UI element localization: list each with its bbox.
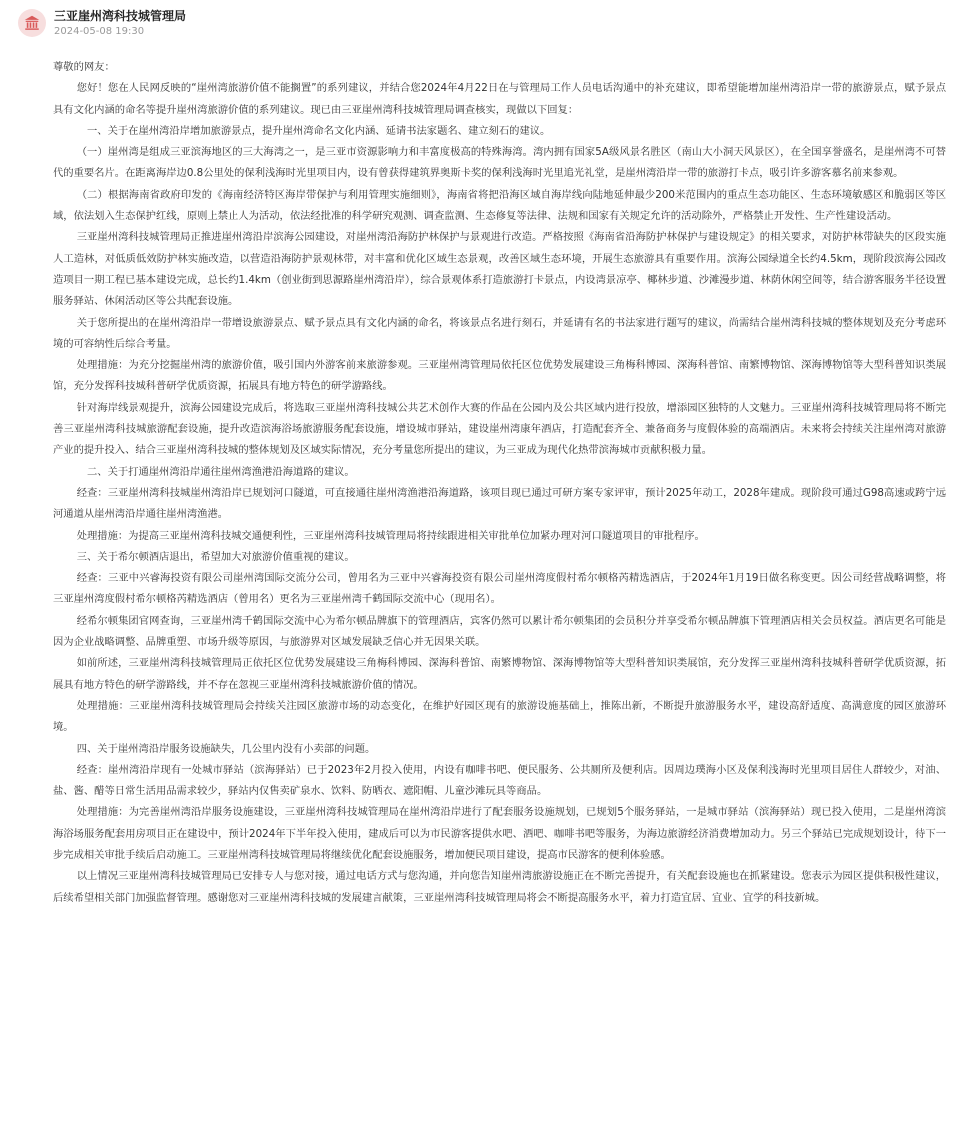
government-building-icon bbox=[23, 14, 41, 32]
reply-paragraph: 处理措施：为提高三亚崖州湾科技城交通便利性，三亚崖州湾科技城管理局将持续跟进相关审批单位加紧办理对河口隧道项目的审批程序。 bbox=[76, 529, 705, 542]
post-header bbox=[18, 8, 186, 44]
reply-paragraph: 经查：崖州湾沿岸现有一处城市驿站（滨海驿站）已于2023年2月投入使用，内设有咖啡书吧、便民服务、公共厕所及便利店。因周边璞海小区及保利浅海时光里项目居住人群较少，对油、盐、酱、醋等日常生活用品需求较少，驿站内仅售卖矿泉水、饮料、防晒衣、遮阳帽、儿童沙滩玩具等商品。 bbox=[53, 763, 946, 798]
reply-paragraph: 针对海岸线景观提升，滨海公园建设完成后，将选取三亚崖州湾科技城公共艺术创作大赛的作品在公园内及公共区域内进行投放，增添园区独特的人文魅力。三亚崖州湾科技城管理局将不断完善三亚崖州湾科技城旅游配套设施，提升改造滨海浴场旅游服务配套设施，增设城市驿站，建设崖州湾康年酒店，打造配套齐全、兼备商务与度假体验的高端酒店。未来将会持续关注崖州湾对旅游产业的提升投入、结合三亚崖州湾科技城的整体规划及区域实际情况，充分考量您所提出的建议，为三亚成为现代化热带滨海城市贡献积极力量。 bbox=[53, 401, 946, 457]
reply-paragraph: （一）崖州湾是组成三亚滨海地区的三大海湾之一，是三亚市资源影响力和丰富度极高的特殊海湾。湾内拥有国家5A级风景名胜区（南山大小洞天风景区），在全国享誉盛名，是崖州湾不可替代的重要名片。在距离海岸边0.8公里处的保利浅海时光里项目内，设有曾获得建筑界奥斯卡奖的保利浅海时光里追光礼堂，是崖州湾沿岸一带的旅游打卡点，吸引许多游客慕名前来参观。 bbox=[53, 146, 946, 180]
reply-paragraph: 关于您所提出的在崖州湾沿岸一带增设旅游景点、赋予景点具有文化内涵的命名，将该景点名进行刻石，并延请有名的书法家进行题写的建议，尚需结合崖州湾科技城的整体规划及充分考虑环境的可容纳性后综合考量。 bbox=[53, 316, 946, 350]
reply-paragraph: 如前所述，三亚崖州湾科技城管理局正依托区位优势发展建设三角梅科博园、深海科普馆、南繁博物馆、深海博物馆等大型科普知识类展馆，充分发挥三亚崖州湾科技城科普研学优质资源，拓展具有地方特色的研学游路线，并不存在忽视三亚崖州湾科技城旅游价值的情况。 bbox=[53, 657, 946, 691]
reply-paragraph: （二）根据海南省政府印发的《海南经济特区海岸带保护与利用管理实施细则》，海南省将把沿海区域自海岸线向陆地延伸最少200米范围内的重点生态功能区、生态环境敏感区和脆弱区等区域，依法划入生态保护红线，原则上禁止人为活动，依法经批准的科学研究观测、调查监测、生态修复等法律、法规和国家有关规定允许的活动除外，严格禁止开发性、生产性建设活动。 bbox=[53, 188, 946, 223]
reply-paragraph: 经查：三亚崖州湾科技城崖州湾沿岸已规划河口隧道，可直接通往崖州湾渔港沿海道路，该项目现已通过可研方案专家评审，预计2025年动工，2028年建成。现阶段可通过G98高速或跨宁远河通道从崖州湾沿岸通往崖州湾渔港。 bbox=[53, 486, 946, 521]
org-name[interactable]: 三亚崖州湾科技城管理局 bbox=[54, 9, 187, 23]
header-text bbox=[54, 8, 186, 39]
post-timestamp: 2024-05-08 19:30 bbox=[54, 26, 145, 37]
reply-paragraph: 三亚崖州湾科技城管理局正推进崖州湾沿岸滨海公园建设，对崖州湾沿海防护林保护与景观进行改造。严格按照《海南省沿海防护林保护与建设规定》的相关要求，对防护林带缺失的区段实施人工造林，对低质低效防护林实施改造，以营造沿海防护景观林带，对丰富和优化区域生态景观，改善区域生态环境，开展生态旅游具有重要作用。滨海公园绿道全长约4.5km，现阶段滨海公园改造项目一期工程已基本建设完成，总长约1.4km（创业街到思源路崖州湾沿岸），综合景观体系打造旅游打卡景点，内设湾景凉亭、椰林步道、沙滩漫步道、林荫休闲空间等，结合游客服务半径设置服务驿站、休闲活动区等公共配套设施。 bbox=[53, 231, 946, 308]
reply-paragraph: 处理措施：为完善崖州湾沿岸服务设施建设，三亚崖州湾科技城管理局在崖州湾沿岸进行了配套服务设施规划，已规划5个服务驿站，一是城市驿站（滨海驿站）现已投入使用，二是崖州湾滨海浴场服务配套用房项目正在建设中，预计2024年下半年投入使用，建成后可以为市民游客提供水吧、酒吧、咖啡书吧等服务，为海边旅游经济消费增加动力。另三个驿站已完成规划设计，待下一步完成相关审批手续后启动施工。三亚崖州湾科技城管理局将继续优化配套设施服务，增加便民项目建设，提高市民游客的便利体验感。 bbox=[53, 806, 946, 861]
reply-paragraph: 以上情况三亚崖州湾科技城管理局已安排专人与您对接，通过电话方式与您沟通，并向您告知崖州湾旅游设施正在不断完善提升，有关配套设施也在抓紧建设。您表示为园区提供积极性建议，后续希望相关部门加强监督管理。感谢您对三亚崖州湾科技城的发展建言献策，三亚崖州湾科技城管理局将会不断提高服务水平，着力打造宜居、宜业、宜学的科技新城。 bbox=[53, 870, 946, 904]
reply-paragraph: 处理措施：三亚崖州湾科技城管理局会持续关注园区旅游市场的动态变化，在维护好园区现有的旅游设施基础上，推陈出新，不断提升旅游服务水平，建设高舒适度、高满意度的园区旅游环境。 bbox=[53, 699, 946, 734]
reply-paragraph: 三、关于希尔顿酒店退出，希望加大对旅游价值重视的建议。 bbox=[76, 550, 355, 563]
salutation: 尊敬的网友： bbox=[53, 61, 115, 73]
avatar[interactable] bbox=[18, 9, 46, 37]
section-heading: 一、关于在崖州湾沿岸增加旅游景点，提升崖州湾命名文化内涵、延请书法家题名、建立刻石的建议。 bbox=[86, 124, 551, 137]
reply-paragraph: 您好！您在人民网反映的“崖州湾旅游价值不能搁置”的系列建议，并结合您2024年4月22日在与管理局工作人员电话沟通中的补充建议，即希望能增加崖州湾沿岸一带的旅游景点，赋予景点具有文化内涵的命名等提升崖州湾旅游价值的系列建议。现已由三亚崖州湾科技城管理局调查核实，现做以下回复： bbox=[53, 82, 946, 116]
reply-paragraph: 经希尔顿集团官网查询，三亚崖州湾千鹤国际交流中心为希尔顿品牌旗下的管理酒店，宾客仍然可以累计希尔顿集团的会员积分并享受希尔顿品牌旗下管理酒店相关会员权益。酒店更名可能是因为企业战略调整、品牌重塑、市场升级等原因，与旅游界对区域发展缺乏信心并无因果关联。 bbox=[53, 614, 946, 649]
reply-paragraph: 经查：三亚中兴睿海投资有限公司崖州湾国际交流分公司，曾用名为三亚中兴睿海投资有限公司崖州湾度假村希尔顿格芮精选酒店，于2024年1月19日做名称变更。因公司经营战略调整，将三亚崖州湾度假村希尔顿格芮精选酒店（曾用名）更名为三亚崖州湾千鹤国际交流中心（现用名）。 bbox=[53, 572, 946, 606]
section-heading: 二、关于打通崖州湾沿岸通往崖州湾渔港沿海道路的建议。 bbox=[86, 465, 355, 478]
reply-paragraph: 四、关于崖州湾沿岸服务设施缺失，几公里内没有小卖部的问题。 bbox=[76, 742, 376, 755]
reply-paragraph: 处理措施：为充分挖掘崖州湾的旅游价值，吸引国内外游客前来旅游参观。三亚崖州湾管理局依托区位优势发展建设三角梅科博园、深海科普馆、南繁博物馆、深海博物馆等大型科普知识类展馆，充分发挥科技城科普研学优质资源，拓展具有地方特色的研学游路线。 bbox=[53, 359, 946, 393]
reply-content bbox=[53, 57, 946, 909]
